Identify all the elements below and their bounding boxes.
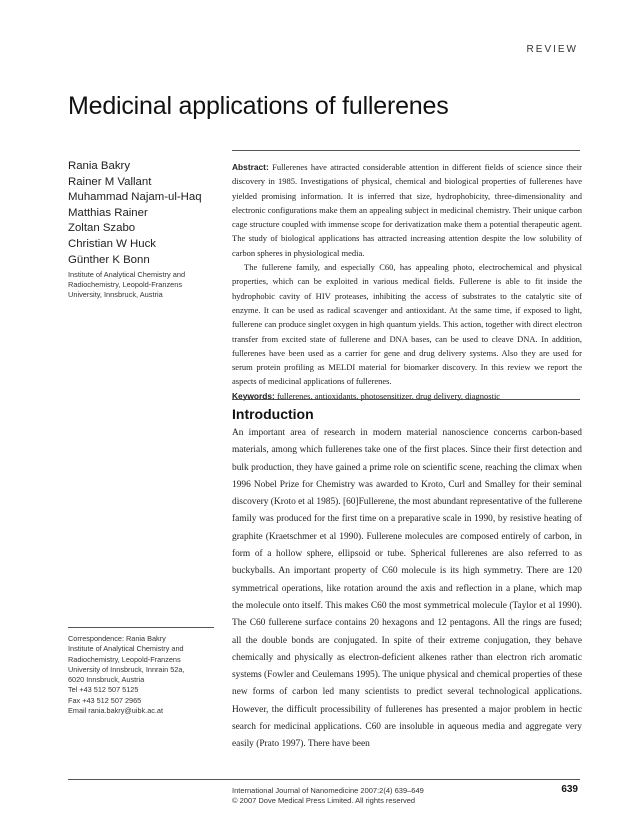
correspondence-line: 6020 Innsbruck, Austria <box>68 675 145 685</box>
correspondence-block <box>68 634 220 716</box>
author-name: Muhammad Najam-ul-Haq <box>68 191 202 204</box>
correspondence-email[interactable]: Email rania.bakry@uibk.ac.at <box>68 706 164 716</box>
footer-citation <box>232 786 424 806</box>
keywords <box>232 389 582 403</box>
correspondence-rule <box>68 627 214 628</box>
page-number: 639 <box>561 784 578 795</box>
abstract-paragraph <box>232 160 582 260</box>
author-name: Rania Bakry <box>68 160 131 172</box>
author-name: Zoltan Szabo <box>68 222 136 235</box>
author-name: Rainer M Vallant <box>68 175 152 188</box>
author-affiliation: Institute of Analytical Chemistry and Radiochemistry, Leopold-Franzens University, Innsbruck, Austria <box>68 270 186 300</box>
abstract-text: Fullerenes have attracted considerable attention in different fields of science since their discovery in 1985. Investigations of physical, chemical and biological properties of fullerenes have yielded promising information. It is inferred that size, hydrophobicity, three-dimensionality and electronic configurations make them an appealing subject in medicinal chemistry. Their unique carbon cage structure coupled with immense scope for derivatization make them a potential therapeutic agent. The study of biological applications has attracted increasing attention despite the low solubility of carbon spheres in physiological media. <box>232 162 582 258</box>
journal-citation: International Journal of Nanomedicine 2007:2(4) 639–649 <box>232 786 424 795</box>
abstract-bottom-rule <box>232 399 580 400</box>
abstract <box>232 160 582 403</box>
correspondence-line: Radiochemistry, Leopold-Franzens <box>68 654 181 664</box>
abstract-label: Abstract: <box>232 162 269 172</box>
author-name: Christian W Huck <box>68 237 156 250</box>
keywords-text: fullerenes, antioxidants, photosensitizer, drug delivery, diagnostic <box>276 390 501 401</box>
author-name: Matthias Rainer <box>68 206 148 219</box>
article-title: Medicinal applications of fullerenes <box>68 92 449 120</box>
correspondence-line: University of Innsbruck, Innrain 52a, <box>68 664 185 674</box>
introduction-body: An important area of research in modern material nanoscience concerns carbon-based materials, among which fullerenes take one of the first places. Since their first detection and bulk production, they have gained a prime role on scientific scene, reaching the climax when 1996 Nobel Prize for Chemistry was awarded to Kroto, Curl and Smalley for their seminal discovery (Kroto et al 1985). [60]Fullerene, the most abundant representative of the fullerene family was produced for the first time on a preparative scale in 1990, by resistive heating of graphite (Kraetschmer et al 1990). Fullerene molecules are composed entirely of carbon, in form of a hollow sphere, ellipsoid or tube. Spherical fullerenes are also referred to as buckyballs. An important property of C60 molecule is its high symmetry. There are 120 symmetrical operations, like rotation around the axis and reflection in a plane, which map the molecule onto itself. This makes C60 the most symmetrical molecule (Taylor et al 1990). The C60 fullerene surface contains 20 hexagons and 12 pentagons. All the rings are fused; all the double bonds are conjugated. In spite of their extreme conjugation, they behave chemically and physically as electron-deficient alkenes rather than electron rich aromatic systems (Fowler and Ceulemans 1995). The unique physical and chemical properties of these new forms of carbon led many scientists to predict several technological applications. However, the difficult processibility of fullerenes has presented a major problem in hectic search for medicinal applications. C60 are insoluble in aqueous media and aggregate very easily (Prato 1997). There have been <box>232 428 582 750</box>
keywords-label: Keywords: <box>232 390 275 401</box>
section-heading-introduction: Introduction <box>232 406 314 422</box>
correspondence-line: Correspondence: Rania Bakry <box>68 634 166 643</box>
section-label: REVIEW <box>526 44 578 55</box>
footer-rule <box>68 779 580 780</box>
author-list <box>68 159 218 268</box>
correspondence-line: Tel +43 512 507 5125 <box>68 685 139 695</box>
correspondence-line: Fax +43 512 507 2965 <box>68 695 142 705</box>
copyright-notice: © 2007 Dove Medical Press Limited. All rights reserved <box>232 796 416 805</box>
abstract-top-rule <box>232 150 580 151</box>
author-name: Günther K Bonn <box>68 253 150 266</box>
correspondence-line: Institute of Analytical Chemistry and <box>68 644 184 654</box>
abstract-paragraph: The fullerene family, and especially C60, has appealing photo, electrochemical and physical properties, which can be exploited in various medical fields. Fullerene is able to fit inside the hydrophobic cavity of HIV proteases, inhibiting the access of substrates to the catalytic site of enzyme. It can be used as radical scavenger and antioxidant. At the same time, if exposed to light, fullerene can produce singlet oxygen in high quantum yields. This action, together with direct electron transfer from excited state of fullerene and DNA bases, can be used to cleave DNA. In addition, fullerenes have been used as a carrier for gene and drug delivery systems. Also they are used for serum protein profiling as MELDI material for biomarker discovery. In this review we report the aspects of medicinal applications of fullerenes. <box>232 262 582 387</box>
